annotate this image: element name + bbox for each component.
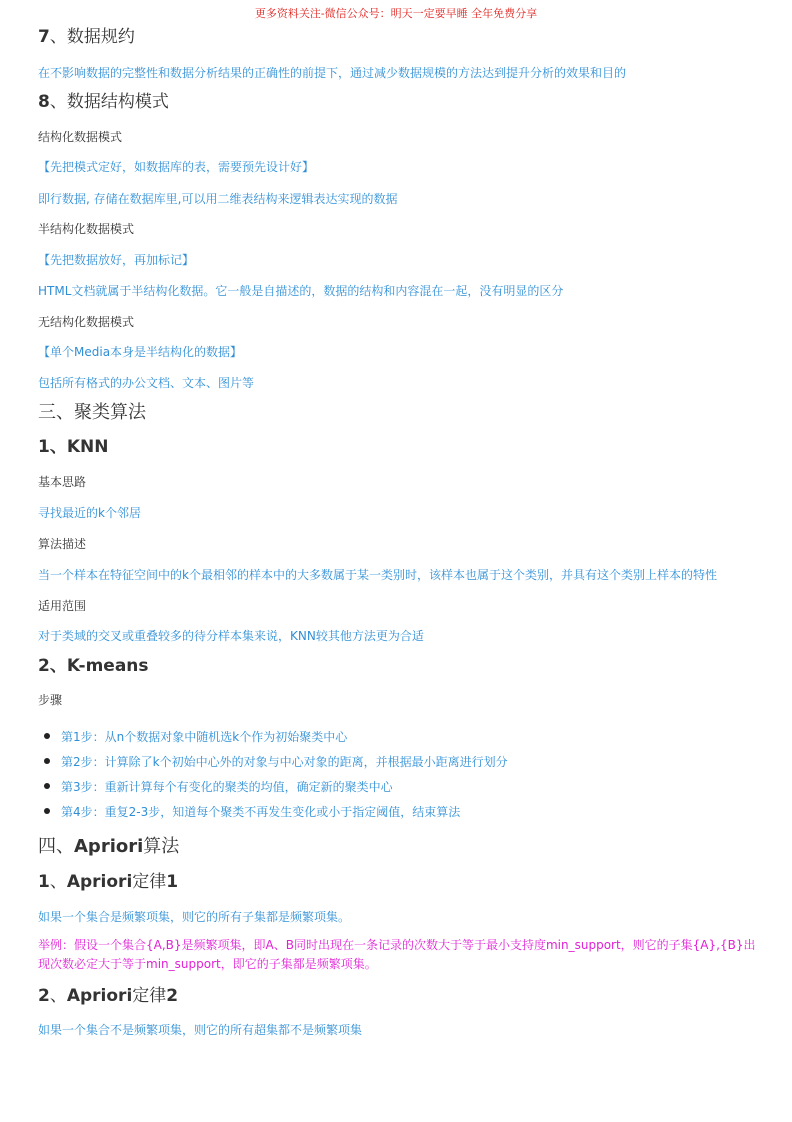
heading-prefix: 四、 xyxy=(38,836,74,857)
list-item xyxy=(44,753,508,770)
heading-text: 、K-means xyxy=(49,656,149,676)
knn-desc: 当一个样本在特征空间中的k个最相邻的样本中的大多数属于某一类别时，该样本也属于这个类别，并具有这个类别上样本的特性 xyxy=(38,568,717,582)
semi-structured-desc: HTML文档就属于半结构化数据。它一般是自描述的，数据的结构和内容混在一起，没有明显的区分 xyxy=(38,284,564,298)
kmeans-steps-label: 步骤 xyxy=(38,693,63,707)
list-item xyxy=(44,803,460,820)
heading-apriori xyxy=(38,832,179,858)
step-text: 第3步：重新计算每个有变化的聚类的均值，确定新的聚类中心 xyxy=(61,780,393,794)
knn-idea-label: 基本思路 xyxy=(38,475,87,489)
heading-bold: Apriori xyxy=(74,836,144,857)
knn-scope: 对于类域的交叉或重叠较多的待分样本集来说，KNN较其他方法更为合适 xyxy=(38,629,424,643)
heading-sep: 、 xyxy=(49,872,67,892)
bullet-icon xyxy=(44,758,50,764)
unstructured-note: 【单个Media本身是半结构化的数据】 xyxy=(38,345,243,359)
step-text: 第2步：计算除了k个初始中心外的对象与中心对象的距离，并根据最小距离进行划分 xyxy=(61,755,508,769)
watermark-banner: 更多资料关注-微信公众号：明天一定要早睡 全年免费分享 xyxy=(254,7,538,20)
heading-number: 1 xyxy=(38,872,50,892)
data-reduction-desc: 在不影响数据的完整性和数据分析结果的正确性的前提下，通过减少数据规模的方法达到提升分析的效果和目的 xyxy=(38,66,627,80)
heading-number: 2 xyxy=(38,986,50,1006)
knn-desc-label: 算法描述 xyxy=(38,537,87,551)
heading-apriori-law-2 xyxy=(38,981,178,1006)
knn-scope-label: 适用范围 xyxy=(38,599,87,613)
structured-note: 【先把模式定好，如数据库的表，需要预先设计好】 xyxy=(38,160,315,174)
bullet-icon xyxy=(44,733,50,739)
heading-number: 2 xyxy=(38,656,50,676)
step-text: 第4步：重复2-3步，知道每个聚类不再发生变化或小于指定阈值，结束算法 xyxy=(61,805,461,819)
apriori-law-1-example: 举例：假设一个集合{A,B}是频繁项集，即A、B同时出现在一条记录的次数大于等于最小支持度min_support，则它的子集{A},{B}出现次数必定大于等于min_support，即它的子集都是频繁项集。 xyxy=(38,938,756,971)
heading-text: 、KNN xyxy=(49,437,109,457)
heading-apriori-law-1 xyxy=(38,867,178,892)
heading-knn xyxy=(38,432,108,457)
unstructured-label: 无结构化数据模式 xyxy=(38,315,135,329)
bullet-icon xyxy=(44,808,50,814)
list-item xyxy=(44,778,393,795)
heading-number: 8 xyxy=(38,92,50,112)
heading-number: 7 xyxy=(38,27,50,47)
step-text: 第1步：从n个数据对象中随机选k个作为初始聚类中心 xyxy=(61,730,348,744)
heading-data-structure xyxy=(38,87,169,112)
heading-bold: Apriori xyxy=(66,986,133,1006)
bullet-icon xyxy=(44,783,50,789)
heading-suffix: 算法 xyxy=(143,836,180,857)
heading-text: 定律 xyxy=(132,872,167,892)
heading-kmeans xyxy=(38,651,149,676)
apriori-law-1-desc: 如果一个集合是频繁项集，则它的所有子集都是频繁项集。 xyxy=(38,910,351,924)
heading-text: 、数据规约 xyxy=(49,27,135,47)
apriori-law-2-desc: 如果一个集合不是频繁项集，则它的所有超集都不是频繁项集 xyxy=(38,1023,363,1037)
heading-law-number: 1 xyxy=(166,872,179,892)
heading-sep: 、 xyxy=(49,986,67,1006)
knn-idea: 寻找最近的k个邻居 xyxy=(38,506,141,520)
heading-bold: Apriori xyxy=(66,872,133,892)
heading-text: 、数据结构模式 xyxy=(49,92,169,112)
heading-law-number: 2 xyxy=(166,986,179,1006)
heading-text: 定律 xyxy=(132,986,167,1006)
semi-structured-label: 半结构化数据模式 xyxy=(38,222,135,236)
list-item xyxy=(44,728,347,745)
heading-data-reduction xyxy=(38,22,135,47)
unstructured-desc: 包括所有格式的办公文档、文本、图片等 xyxy=(38,376,255,390)
structured-desc: 即行数据, 存储在数据库里,可以用二维表结构来逻辑表达实现的数据 xyxy=(38,192,398,206)
semi-structured-note: 【先把数据放好，再加标记】 xyxy=(38,253,195,267)
structured-label: 结构化数据模式 xyxy=(38,130,123,144)
heading-clustering: 三、聚类算法 xyxy=(38,402,146,423)
heading-number: 1 xyxy=(38,437,50,457)
